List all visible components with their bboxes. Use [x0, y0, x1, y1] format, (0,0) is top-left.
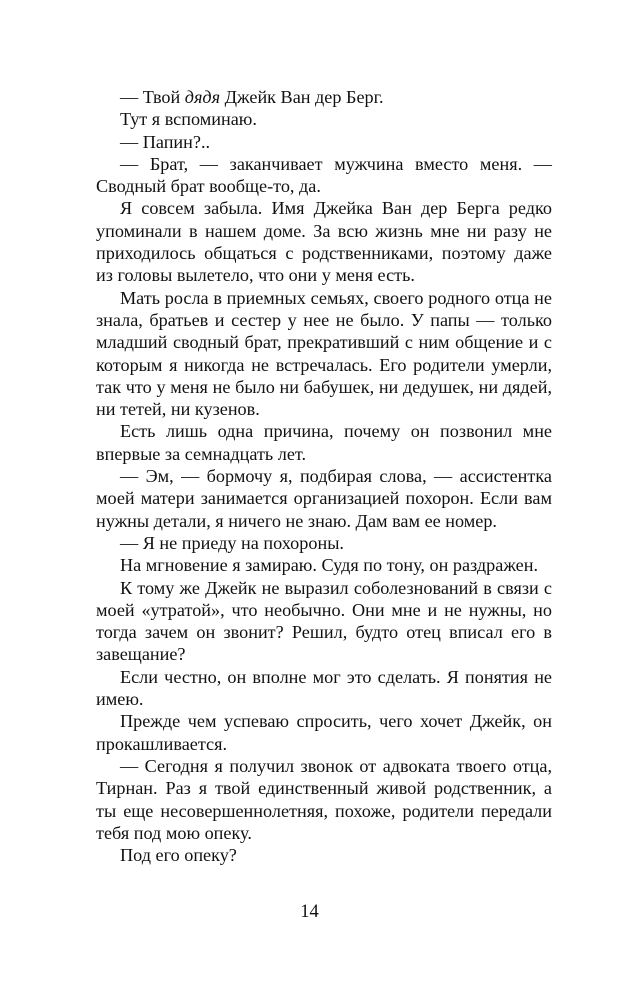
emphasis-word: дядя [184, 87, 221, 107]
book-page-text [96, 86, 552, 866]
paragraph-8: — Эм, — бормочу я, подбирая слова, — ассистентка моей матери занимается организацией похорон. Если вам нужны детали, я ничего не знаю. Дам вам ее номер. [96, 466, 552, 531]
paragraph-3: — Папин?.. [120, 131, 211, 152]
paragraph-9: — Я не приеду на похороны. [120, 532, 344, 553]
paragraph-13: Прежде чем успеваю спросить, чего хочет Джейк, он прокашливается. [96, 711, 552, 754]
paragraph-7: Есть лишь одна причина, почему он позвонил мне впервые за семнадцать лет. [96, 421, 552, 464]
page-number: 14 [300, 902, 319, 922]
paragraph-15: Под его опеку? [120, 845, 237, 866]
paragraph-14: — Сегодня я получил звонок от адвоката твоего отца, Тирнан. Раз я твой единственный живой родственник, а ты еще несовершеннолетняя, похоже, родители передали тебя под мою опеку. [96, 755, 552, 843]
paragraph-12: Если честно, он вполне мог это сделать. Я понятия не имею. [96, 666, 552, 710]
paragraph-11: К тому же Джейк не выразил соболезнований в связи с моей «утратой», что необычно. Они мне и не нужны, но тогда зачем он звонит? Решил, будто отец вписал его в завещание? [96, 577, 552, 665]
paragraph-10: На мгновение я замираю. Судя по тону, он раздражен. [120, 555, 539, 576]
paragraph-4: — Брат, — заканчивает мужчина вместо меня. — Сводный брат вообще-то, да. [96, 153, 552, 197]
paragraph-1: — Твой дядя Джейк Ван дер Берг. [120, 87, 384, 107]
paragraph-2: Тут я вспоминаю. [120, 109, 257, 130]
paragraph-5: Я совсем забыла. Имя Джейка Ван дер Берга редко упоминали в нашем доме. За всю жизнь мне ни разу не приходилось общаться с родственниками, поэтому даже из головы вылетело, что они у меня есть. [96, 198, 552, 286]
paragraph-6: Мать росла в приемных семьях, своего родного отца не знала, братьев и сестер у нее не было. У папы — только младший сводный брат, прекративший с ним общение и с которым я никогда не встречалась. Его родители умерли, так что у меня не было ни бабушек, ни дедушек, ни дядей, ни тетей, ни кузенов. [96, 287, 552, 420]
